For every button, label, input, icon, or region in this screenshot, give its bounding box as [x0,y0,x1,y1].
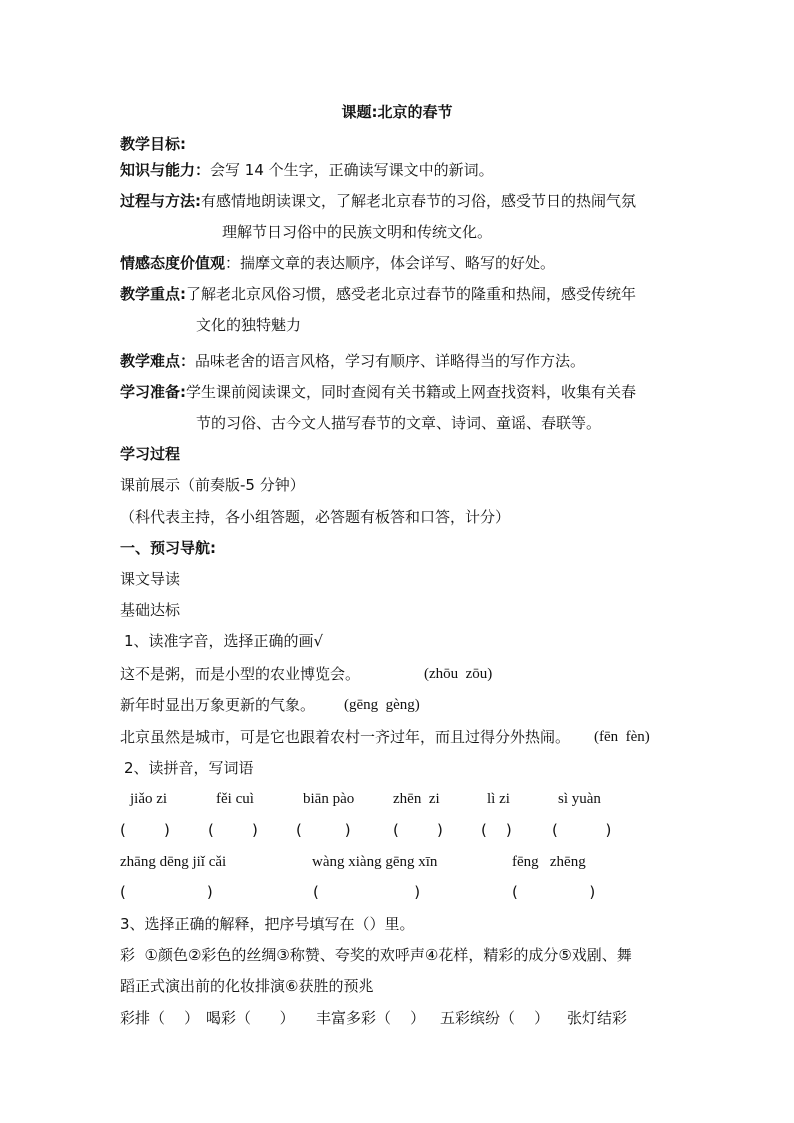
show-line-1: 课前展示（前奏版-5 分钟） [120,476,305,494]
pinyin-word: lì zi [487,791,510,807]
process-heading: 学习过程 [120,445,181,463]
key-label: 教学重点: [120,285,186,303]
prep-text-1: 学生课前阅读课文，同时查阅有关书籍或上网查找资料，收集有关春 [186,383,637,401]
q3-item[interactable]: 五彩缤纷（ ） [440,1009,550,1027]
answer-blank[interactable]: ( ) [120,883,213,901]
key-text-1: 了解老北京风俗习惯，感受老北京过春节的隆重和热闹，感受传统年 [186,285,637,303]
difficulty-line [120,351,585,371]
pinyin-word: biān pào [303,791,355,807]
prep-label: 学习准备: [120,383,186,401]
emotion-label: 情感态度价值观 [120,254,226,272]
q1a-pinyin: (zhōu zōu) [424,666,493,682]
answer-blank[interactable]: ( ) [120,821,170,839]
pinyin-word: sì yuàn [558,791,601,807]
answer-blank[interactable]: ( ) [393,821,443,839]
answer-blank[interactable]: ( ) [296,821,351,839]
question-2: 2、读拼音，写词语 [124,759,254,777]
process-label: 过程与方法: [120,192,201,210]
process-text-2: 理解节日习俗中的民族文明和传统文化。 [222,223,493,241]
q3-item[interactable]: 喝彩（ ） [206,1009,295,1027]
question-3: 3、选择正确的解释，把序号填写在（）里。 [120,915,415,933]
answer-blank[interactable]: ( ) [512,883,596,901]
process-line [120,191,636,211]
knowledge-line [120,160,494,180]
knowledge-text: 会写 14 个生字，正确读写课文中的新词。 [210,161,494,179]
question-1: 1、读准字音，选择正确的画√ [124,632,324,650]
difficulty-text: 品味老舍的语言风格，学习有顺序、详略得当的写作方法。 [195,352,586,370]
guide-label: 课文导读 [120,570,181,588]
prep-line [120,382,636,402]
section-heading: 一、预习导航: [120,539,216,557]
q1c-pinyin: (fēn fèn) [594,729,650,745]
q3-item: 张灯结彩 [567,1009,628,1027]
pinyin-word: wàng xiàng gēng xīn [312,854,438,870]
q3-item[interactable]: 彩排（ ） [120,1009,200,1027]
answer-blank[interactable]: ( ) [552,821,612,839]
knowledge-label: 知识与能力： [120,161,211,179]
show-line-2: （科代表主持，各小组答题，必答题有板答和口答，计分） [120,508,511,526]
emotion-text: ：揣摩文章的表达顺序，体会详写、略写的好处。 [225,254,556,272]
q3-item[interactable]: 丰富多彩（ ） [316,1009,426,1027]
pinyin-word: fěi cuì [216,791,254,807]
pinyin-word: zhēn zi [393,791,440,807]
q1c-text: 北京虽然是城市，可是它也跟着农村一齐过年，而且过得分外热闹。 [120,728,571,746]
pinyin-word: fēng zhēng [512,854,586,870]
pinyin-word: jiǎo zi [130,791,168,807]
q1a-text: 这不是粥，而是小型的农业博览会。 [120,665,361,683]
definitions-line-1: 彩 ①颜色②彩色的丝绸③称赞、夸奖的欢呼声④花样，精彩的成分⑤戏剧、舞 [120,946,632,964]
basics-label: 基础达标 [120,601,181,619]
key-text-2: 文化的独特魅力 [196,316,302,334]
key-line [120,284,636,304]
page-title: 课题:北京的春节 [341,103,453,121]
pinyin-word: zhāng dēng jiǐ cǎi [120,854,227,870]
goals-heading: 教学目标: [120,135,186,153]
q1b-pinyin: (gēng gèng) [344,697,420,713]
answer-blank[interactable]: ( ) [481,821,512,839]
difficulty-label: 教学难点： [120,352,196,370]
process-text-1: 有感情地朗读课文，了解老北京春节的习俗，感受节日的热闹气氛 [201,192,637,210]
emotion-line [120,253,555,273]
q1b-text: 新年时显出万象更新的气象。 [120,696,316,714]
answer-blank[interactable]: ( ) [313,883,421,901]
answer-blank[interactable]: ( ) [208,821,258,839]
prep-text-2: 节的习俗、古今文人描写春节的文章、诗词、童谣、春联等。 [196,414,602,432]
definitions-line-2: 蹈正式演出前的化妆排演⑥获胜的预兆 [120,977,374,995]
